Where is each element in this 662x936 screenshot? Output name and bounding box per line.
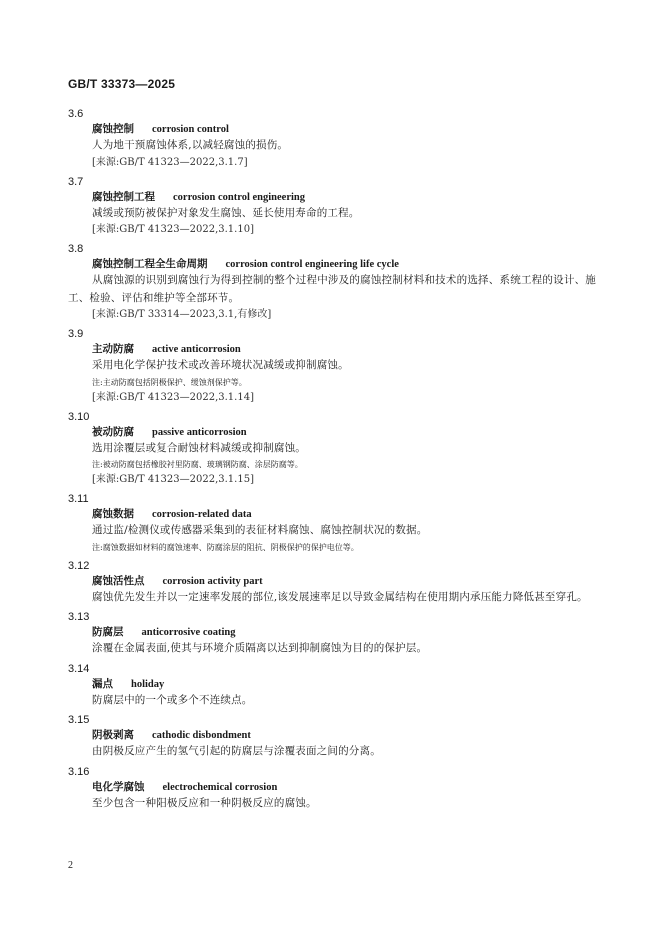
term-definition: 防腐层中的一个或多个不连续点。 bbox=[92, 693, 253, 706]
term-english: electrochemical corrosion bbox=[162, 781, 278, 793]
entry-number: 3.15 bbox=[68, 714, 90, 726]
term-chinese: 电化学腐蚀 bbox=[92, 780, 145, 793]
term-chinese: 漏点 bbox=[92, 677, 113, 690]
term-heading bbox=[92, 507, 596, 522]
term-heading bbox=[92, 780, 596, 795]
term-definition: 选用涂覆层或复合耐蚀材料减缓或抑制腐蚀。 bbox=[92, 441, 306, 454]
page-number: 2 bbox=[68, 860, 73, 871]
terms-list bbox=[68, 107, 596, 816]
term-english: anticorrosive coating bbox=[141, 627, 236, 638]
term-english: corrosion control engineering life cycle bbox=[225, 259, 399, 270]
term-entry bbox=[68, 492, 596, 555]
term-entry bbox=[68, 559, 596, 607]
term-english: corrosion-related data bbox=[152, 509, 252, 520]
term-entry bbox=[68, 662, 596, 710]
term-note: 注:腐蚀数据如材料的腐蚀速率、防腐涂层的阻抗、阴极保护的保护电位等。 bbox=[92, 542, 359, 552]
term-entry bbox=[68, 610, 596, 658]
term-entry bbox=[68, 107, 596, 171]
entry-number: 3.14 bbox=[68, 662, 90, 675]
entry-number: 3.12 bbox=[68, 559, 90, 572]
term-english: corrosion control bbox=[152, 124, 229, 135]
term-source: [来源:GB/T 41323—2022,3.1.14] bbox=[92, 391, 254, 403]
term-heading bbox=[92, 574, 596, 589]
term-definition: 减缓或预防被保护对象发生腐蚀、延长使用寿命的工程。 bbox=[92, 206, 360, 219]
term-heading bbox=[92, 342, 596, 357]
term-definition: 通过监/检测仪或传感器采集到的表征材料腐蚀、腐蚀控制状况的数据。 bbox=[92, 524, 428, 536]
term-definition: 人为地干预腐蚀体系,以减轻腐蚀的损伤。 bbox=[92, 139, 289, 151]
entry-number: 3.13 bbox=[68, 611, 90, 623]
term-source: [来源:GB/T 33314—2023,3.1,有修改] bbox=[92, 309, 272, 320]
term-english: cathodic disbondment bbox=[152, 730, 251, 741]
term-source: [来源:GB/T 41323—2022,3.1.15] bbox=[92, 474, 254, 485]
term-chinese: 腐蚀控制工程 bbox=[92, 190, 155, 203]
term-source: [来源:GB/T 41323—2022,3.1.10] bbox=[92, 224, 254, 235]
term-definition: 由阴极反应产生的氢气引起的防腐层与涂覆表面之间的分离。 bbox=[92, 745, 381, 757]
term-note: 注:被动防腐包括橡胶衬里防腐、玻璃钢防腐、涂层防腐等。 bbox=[92, 460, 303, 469]
term-english: passive anticorrosion bbox=[152, 426, 247, 438]
term-definition: 从腐蚀源的识别到腐蚀行为得到控制的整个过程中涉及的腐蚀控制材料和技术的选择、系统工程的设计、施工、检验、评估和维护等全部环节。 bbox=[68, 274, 596, 304]
term-entry bbox=[68, 242, 596, 323]
term-definition: 采用电化学保护技术或改善环境状况减缓或抑制腐蚀。 bbox=[92, 359, 349, 371]
term-english: corrosion activity part bbox=[162, 575, 263, 587]
term-heading bbox=[92, 190, 596, 205]
entry-number: 3.16 bbox=[68, 765, 90, 778]
entry-number: 3.10 bbox=[68, 410, 90, 423]
term-chinese: 腐蚀控制 bbox=[92, 123, 134, 135]
term-heading bbox=[92, 257, 596, 272]
entry-number: 3.11 bbox=[68, 493, 89, 505]
term-entry bbox=[68, 765, 596, 813]
term-chinese: 腐蚀控制工程全生命周期 bbox=[92, 258, 208, 270]
entry-number: 3.6 bbox=[68, 108, 84, 120]
term-chinese: 被动防腐 bbox=[92, 425, 134, 438]
term-note: 注:主动防腐包括阴极保护、缓蚀剂保护等。 bbox=[92, 377, 247, 387]
term-entry bbox=[68, 713, 596, 761]
term-heading bbox=[92, 677, 596, 692]
entry-number: 3.8 bbox=[68, 243, 84, 255]
term-heading bbox=[92, 728, 596, 743]
term-chinese: 防腐层 bbox=[92, 626, 124, 638]
term-chinese: 腐蚀活性点 bbox=[92, 574, 145, 587]
term-definition: 腐蚀优先发生并以一定速率发展的部位,该发展速率足以导致金属结构在使用期内承压能力降低甚至穿孔。 bbox=[92, 590, 588, 603]
term-entry bbox=[68, 175, 596, 239]
term-chinese: 腐蚀数据 bbox=[92, 508, 134, 520]
entry-number: 3.9 bbox=[68, 328, 84, 340]
term-heading bbox=[92, 625, 596, 640]
term-definition: 涂覆在金属表面,使其与环境介质隔离以达到抑制腐蚀为目的的保护层。 bbox=[92, 642, 428, 654]
term-english: active anticorrosion bbox=[152, 344, 241, 355]
term-definition: 至少包含一种阳极反应和一种阴极反应的腐蚀。 bbox=[92, 796, 317, 809]
term-entry bbox=[68, 327, 596, 406]
term-heading bbox=[92, 122, 596, 137]
term-chinese: 阴极剥离 bbox=[92, 729, 134, 741]
term-entry bbox=[68, 410, 596, 489]
term-heading bbox=[92, 425, 596, 440]
entry-number: 3.7 bbox=[68, 175, 84, 188]
page-header: GB/T 33373—2025 bbox=[68, 77, 176, 91]
term-english: holiday bbox=[131, 678, 165, 690]
term-chinese: 主动防腐 bbox=[92, 343, 134, 355]
term-english: corrosion control engineering bbox=[173, 191, 306, 203]
term-source: [来源:GB/T 41323—2022,3.1.7] bbox=[92, 156, 248, 168]
